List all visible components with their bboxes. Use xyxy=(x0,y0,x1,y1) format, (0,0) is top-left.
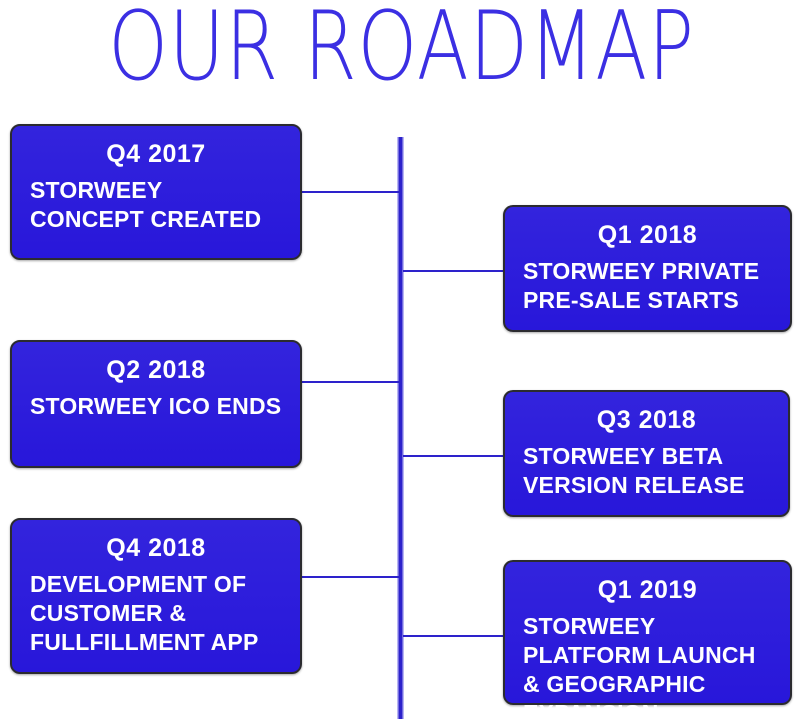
milestone-quarter: Q3 2018 xyxy=(596,406,697,434)
connector-q1-2019 xyxy=(403,635,503,637)
connector-q3-2018 xyxy=(403,455,503,457)
page-title xyxy=(0,0,803,102)
milestone-card-q2-2018 xyxy=(10,340,302,468)
connector-q2-2018 xyxy=(300,381,399,383)
milestone-description: STORWEEY CONCEPT CREATED xyxy=(30,177,262,232)
timeline-spine xyxy=(397,137,404,719)
milestone-quarter: Q1 2019 xyxy=(597,576,698,604)
milestone-card-q1-2019 xyxy=(503,560,792,726)
milestone-description: DEVELOPMENT OF CUSTOMER & FULLFILLMENT APP xyxy=(30,571,259,655)
milestone-quarter: Q2 2018 xyxy=(106,356,206,384)
milestone-quarter: Q4 2018 xyxy=(106,534,206,562)
milestone-description: STORWEEY ICO ENDS xyxy=(30,393,282,419)
milestone-card-q1-2018 xyxy=(503,205,792,332)
milestone-quarter: Q4 2017 xyxy=(106,140,206,168)
milestone-card-q4-2017 xyxy=(10,124,302,260)
page-title-text: OUR ROADMAP xyxy=(108,0,695,102)
milestone-description: STORWEEY PRIVATE PRE-SALE STARTS xyxy=(523,258,760,313)
connector-q1-2018 xyxy=(403,270,503,272)
connector-q4-2017 xyxy=(300,191,399,193)
milestone-quarter: Q1 2018 xyxy=(597,221,698,249)
milestone-card-q4-2018 xyxy=(10,518,302,674)
milestone-description: STORWEEY PLATFORM LAUNCH & GEOGRAPHIC EXPANSION xyxy=(523,613,756,726)
milestone-description: STORWEEY BETA VERSION RELEASE xyxy=(523,443,745,498)
connector-q4-2018 xyxy=(300,576,399,578)
milestone-card-q3-2018 xyxy=(503,390,790,517)
